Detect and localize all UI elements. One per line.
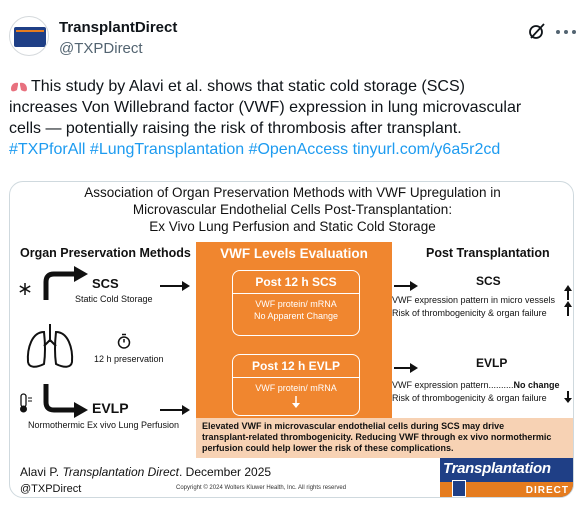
left-evlp-desc: Normothermic Ex vivo Lung Perfusion bbox=[28, 420, 180, 430]
brand-sub: DIRECT bbox=[525, 485, 569, 496]
down-arrow-icon bbox=[292, 396, 300, 408]
tweet-line-2: increases Von Willebrand factor (VWF) expression in lung microvascular bbox=[9, 99, 522, 116]
brand-name: Transplantation bbox=[443, 460, 551, 477]
tweet-text bbox=[9, 76, 579, 160]
lungs-emoji-icon bbox=[9, 77, 29, 93]
vwf-evaluation-panel bbox=[196, 242, 392, 438]
left-scs-desc: Static Cold Storage bbox=[75, 294, 153, 304]
evlp-post-arrow-icon bbox=[394, 367, 416, 369]
left-heading: Organ Preservation Methods bbox=[20, 246, 191, 260]
right-scs-line2: Risk of thrombogenicity & organ failure bbox=[392, 308, 547, 318]
box1-line2: No Apparent Change bbox=[253, 311, 339, 321]
footer-handle: @TXPDirect bbox=[20, 483, 82, 495]
box1-title: Post 12 h SCS bbox=[255, 275, 337, 289]
box1-line1: VWF protein/ mRNA bbox=[255, 299, 337, 309]
lungs-icon bbox=[24, 320, 76, 372]
avatar-stripe-icon bbox=[16, 30, 44, 32]
hashtag-txpforall[interactable]: #TXPforAll bbox=[9, 141, 86, 158]
tweet-line-1: This study by Alavi et al. shows that static cold storage (SCS) bbox=[9, 76, 579, 97]
citation: Alavi P. Transplantation Direct. December 2025 bbox=[20, 465, 272, 479]
right-evlp-line2: Risk of thrombogenicity & organ failure bbox=[392, 393, 547, 403]
brand-logo bbox=[440, 458, 574, 498]
left-evlp-label: EVLP bbox=[92, 400, 129, 416]
article-link[interactable]: tinyurl.com/y6a5r2cd bbox=[352, 141, 501, 158]
box2-divider bbox=[233, 377, 359, 378]
box2-title: Post 12 h EVLP bbox=[251, 359, 341, 373]
scs-increase-arrow-1-icon bbox=[567, 290, 569, 300]
left-scs-label: SCS bbox=[92, 276, 119, 291]
snowflake-icon bbox=[18, 282, 32, 296]
right-scs-line1: VWF expression pattern in micro vessels bbox=[392, 295, 556, 305]
evlp-right-arrow-icon bbox=[160, 409, 188, 411]
more-icon[interactable] bbox=[556, 30, 576, 34]
tweet-line-3: cells — potentially raising the risk of thrombosis after transplant. bbox=[9, 120, 462, 137]
author-name[interactable]: TransplantDirect bbox=[59, 19, 178, 36]
tweet-line-4 bbox=[9, 139, 579, 160]
evlp-eval-box bbox=[232, 354, 360, 416]
middle-heading: VWF Levels Evaluation bbox=[220, 246, 368, 261]
figure-title: Association of Organ Preservation Methods with VWF Upregulation in Microvascular Endothelial Cells Post-Transplantation: Ex Vivo Lung Perfusion and Static Cold Storage bbox=[84, 185, 501, 234]
box1-divider bbox=[233, 293, 359, 294]
right-evlp-line1: VWF expression pattern..........No change bbox=[392, 380, 560, 390]
stopwatch-icon bbox=[117, 333, 131, 349]
author-handle[interactable]: @TXPDirect bbox=[59, 40, 143, 57]
scs-increase-arrow-2-icon bbox=[567, 306, 569, 316]
figure-card[interactable] bbox=[9, 181, 574, 498]
grok-icon[interactable] bbox=[528, 22, 546, 40]
brand-badge-icon bbox=[452, 480, 466, 497]
scs-eval-box bbox=[232, 270, 360, 336]
thermometer-icon bbox=[17, 392, 33, 414]
evlp-curve-arrow-icon bbox=[38, 384, 88, 418]
scs-right-arrow-icon bbox=[160, 285, 188, 287]
evlp-decrease-arrow-icon bbox=[563, 391, 573, 403]
box2-line1: VWF protein/ mRNA bbox=[255, 383, 337, 393]
conclusion-box: Elevated VWF in microvascular endothelial cells during SCS may drive transplant-related thrombogenicity. Reducing VWF through ex vivo normothermic perfusion could help lower the risk of these complications. bbox=[196, 418, 574, 458]
avatar[interactable] bbox=[9, 16, 49, 56]
scs-post-arrow-icon bbox=[394, 285, 416, 287]
right-scs-label: SCS bbox=[476, 274, 501, 288]
hashtag-lungtransplantation[interactable]: #LungTransplantation bbox=[89, 141, 245, 158]
left-time-label: 12 h preservation bbox=[94, 354, 164, 364]
right-heading: Post Transplantation bbox=[426, 246, 550, 260]
copyright: Copyright © 2024 Wolters Kluwer Health, Inc. All rights reserved bbox=[176, 485, 347, 491]
right-evlp-label: EVLP bbox=[476, 356, 508, 370]
hashtag-openaccess[interactable]: #OpenAccess bbox=[248, 141, 349, 158]
